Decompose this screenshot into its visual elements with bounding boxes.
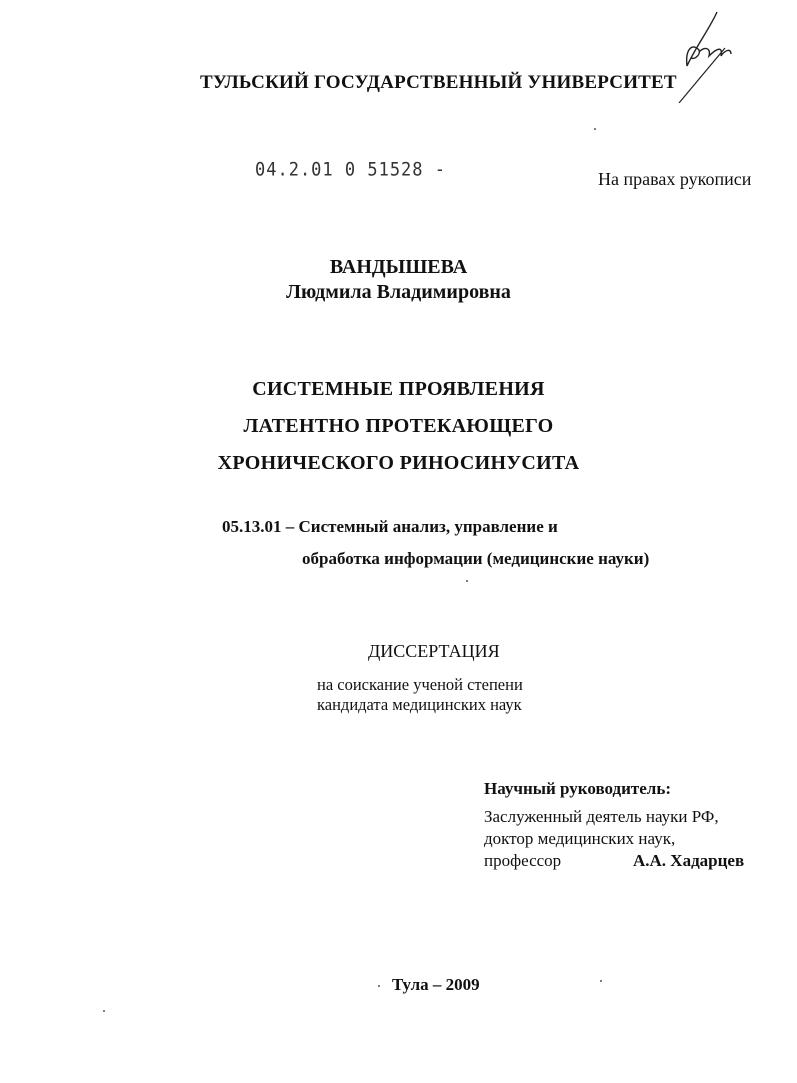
work-type-label: ДИССЕРТАЦИЯ <box>368 641 500 661</box>
specialty-line-2: обработка информации (медицинские науки) <box>302 549 650 568</box>
university-name: ТУЛЬСКИЙ ГОСУДАРСТВЕННЫЙ УНИВЕРСИТЕТ <box>200 72 677 93</box>
scan-speck <box>103 1010 105 1012</box>
specialty-line-1: 05.13.01 – Системный анализ, управление и <box>222 517 558 536</box>
scan-speck <box>600 980 602 982</box>
thesis-title-line: ЛАТЕНТНО ПРОТЕКАЮЩЕГО <box>243 415 554 437</box>
thesis-title-line: СИСТЕМНЫЕ ПРОЯВЛЕНИЯ <box>252 378 545 400</box>
scan-speck <box>378 985 380 987</box>
rights-note: На правах рукописи <box>598 169 752 189</box>
degree-line-2: кандидата медицинских наук <box>317 695 522 714</box>
supervisor-title-2: доктор медицинских наук, <box>484 829 676 848</box>
scan-speck <box>466 580 468 582</box>
author-given-name: Людмила Владимировна <box>286 281 511 303</box>
degree-line-1: на соискание ученой степени <box>317 675 523 694</box>
supervisor-heading: Научный руководитель: <box>484 779 671 798</box>
thesis-title-line: ХРОНИЧЕСКОГО РИНОСИНУСИТА <box>217 452 580 474</box>
author-surname: ВАНДЫШЕВА <box>329 256 468 278</box>
handwritten-signature <box>655 8 755 103</box>
supervisor-title-3: профессор <box>484 851 562 870</box>
supervisor-title-1: Заслуженный деятель науки РФ, <box>484 807 719 826</box>
archive-stamp-number: 04.2.01 0 51528 - <box>255 159 446 181</box>
city-year: Тула – 2009 <box>392 975 480 994</box>
supervisor-name: А.А. Хадарцев <box>633 851 745 870</box>
scan-speck <box>594 128 596 130</box>
